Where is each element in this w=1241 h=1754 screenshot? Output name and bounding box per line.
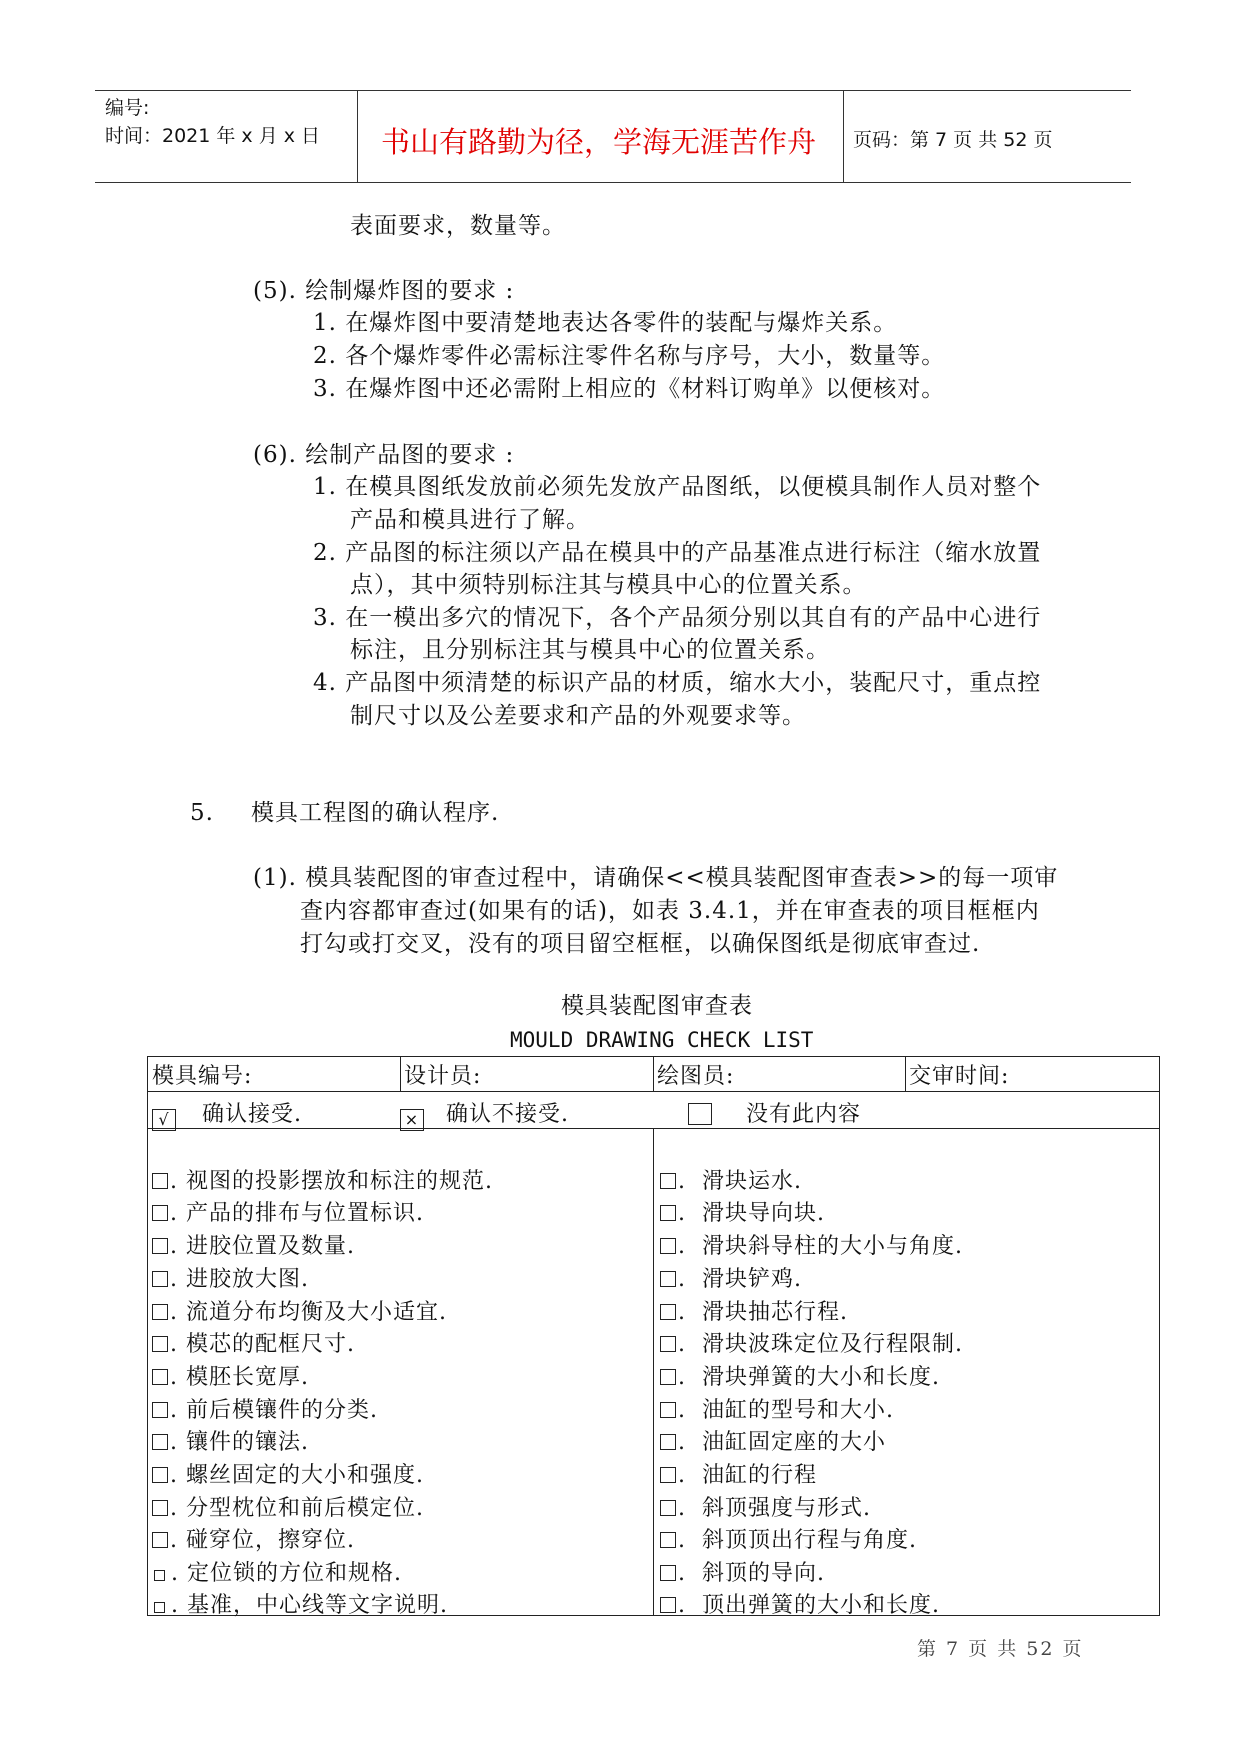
empty-box-icon [688,1103,712,1125]
header-motto: 书山有路勤为径，学海无涯苦作舟 [381,125,817,159]
section-6-line-4: 点），其中须特别标注其与模具中心的位置关系。 [350,572,867,598]
page-footer: 第 7 页 共 52 页 [917,1638,1084,1660]
table-title: 模具装配图审查表 [561,993,753,1019]
checkbox-icon[interactable] [660,1173,676,1189]
check-item-right-1[interactable]: . 滑块运水. [660,1167,802,1197]
check-item-right-7[interactable]: . 滑块弹簧的大小和长度. [660,1363,940,1393]
checkbox-icon[interactable] [660,1565,676,1581]
checkbox-icon[interactable] [660,1205,676,1221]
header-top-rule [95,90,1131,91]
para-1-line-2: 查内容都审查过(如果有的话)，如表 3.4.1，并在审查表的项目框框内 [300,898,1040,924]
checkbox-icon[interactable] [660,1271,676,1287]
legend-none-label: 没有此内容 [746,1102,862,1127]
table-header-designer: 设计员: [404,1064,482,1089]
check-item-right-3[interactable]: . 滑块斜导柱的大小与角度. [660,1232,963,1262]
section-6-line-3: 2. 产品图的标注须以产品在模具中的产品基准点进行标注（缩水放置 [313,540,1042,566]
check-item-right-5[interactable]: . 滑块抽芯行程. [660,1298,848,1328]
para-1-line-3: 打勾或打交叉，没有的项目留空框框，以确保图纸是彻底审查过. [300,931,981,957]
checkbox-icon[interactable] [152,1467,168,1483]
header-time-label: 时间：2021 年 x 月 x 日 [105,125,321,147]
check-item-right-4[interactable]: . 滑块铲鸡. [660,1265,802,1295]
header-divider-right [843,90,844,182]
table-rule-1 [148,1091,1159,1092]
check-item-left-2[interactable]: . 产品的排布与位置标识. [152,1199,424,1229]
table-col-rule-3 [905,1057,906,1091]
checkbox-icon[interactable] [660,1336,676,1352]
checkbox-icon[interactable] [660,1369,676,1385]
check-item-right-14[interactable]: . 顶出弹簧的大小和长度. [660,1591,940,1621]
section-5-title: (5). 绘制爆炸图的要求 : [253,278,515,304]
table-body-divider [653,1128,654,1616]
check-item-left-10[interactable]: . 螺丝固定的大小和强度. [152,1461,424,1491]
checkbox-icon[interactable] [152,1173,168,1189]
check-item-right-13[interactable]: . 斜顶的导向. [660,1559,825,1589]
checkbox-icon[interactable] [152,1271,168,1287]
header-bottom-rule [95,182,1131,183]
section-6-line-6: 标注，且分别标注其与模具中心的位置关系。 [350,637,830,663]
checkbox-icon[interactable] [152,1238,168,1254]
section-6-line-2: 产品和模具进行了解。 [350,507,590,533]
checkbox-icon[interactable] [152,1369,168,1385]
check-item-right-2[interactable]: . 滑块导向块. [660,1199,825,1229]
check-list-table [147,1056,1160,1616]
section-5-item-1: 1. 在爆炸图中要清楚地表达各零件的装配与爆炸关系。 [313,310,898,336]
checkbox-icon[interactable] [152,1336,168,1352]
checkbox-icon[interactable] [660,1597,676,1613]
continuation-line: 表面要求，数量等。 [350,213,566,239]
check-item-left-6[interactable]: . 模芯的配框尺寸. [152,1330,355,1360]
heading-5-text: 模具工程图的确认程序. [251,800,500,826]
check-item-right-11[interactable]: . 斜顶强度与形式. [660,1494,871,1524]
checkbox-icon[interactable] [660,1467,676,1483]
checkbox-icon[interactable] [152,1205,168,1221]
table-col-rule-1 [400,1057,401,1091]
checkbox-icon[interactable] [152,1532,168,1548]
check-item-right-10[interactable]: . 油缸的行程 [660,1461,817,1491]
legend-reject-label: 确认不接受. [446,1102,569,1127]
legend-accept-label: 确认接受. [202,1102,302,1127]
check-item-left-5[interactable]: . 流道分布均衡及大小适宜. [152,1298,447,1328]
legend-none [688,1097,861,1128]
checkbox-icon[interactable] [152,1402,168,1418]
legend-accept [152,1097,302,1131]
table-header-drafter: 绘图员: [657,1064,735,1089]
section-6-title: (6). 绘制产品图的要求 : [253,442,515,468]
check-item-left-1[interactable]: . 视图的投影摆放和标注的规范. [152,1167,493,1197]
cross-icon: × [400,1109,424,1131]
check-item-left-3[interactable]: . 进胶位置及数量. [152,1232,355,1262]
checkbox-icon[interactable] [660,1402,676,1418]
check-item-right-9[interactable]: . 油缸固定座的大小 [660,1428,886,1458]
legend-reject [400,1097,569,1131]
checkbox-icon[interactable] [152,1434,168,1450]
check-item-right-6[interactable]: . 滑块波珠定位及行程限制. [660,1330,963,1360]
table-subtitle: MOULD DRAWING CHECK LIST [510,1028,814,1052]
check-item-right-8[interactable]: . 油缸的型号和大小. [660,1396,894,1426]
section-5-item-3: 3. 在爆炸图中还必需附上相应的《材料订购单》以便核对。 [313,376,946,402]
section-6-line-7: 4. 产品图中须清楚的标识产品的材质，缩水大小，装配尺寸，重点控 [313,670,1042,696]
check-item-left-9[interactable]: . 镶件的镶法. [152,1428,309,1458]
header-code-label: 编号: [105,97,150,119]
checkbox-icon[interactable] [660,1238,676,1254]
check-item-left-4[interactable]: . 进胶放大图. [152,1265,309,1295]
check-item-left-12[interactable]: . 碰穿位，擦穿位. [152,1526,355,1556]
checkbox-icon[interactable] [660,1532,676,1548]
table-header-mould-no: 模具编号: [152,1064,253,1089]
checkbox-icon[interactable] [660,1304,676,1320]
checkbox-icon[interactable] [152,1500,168,1516]
checkbox-icon[interactable] [152,1304,168,1320]
section-6-line-5: 3. 在一模出多穴的情况下，各个产品须分别以其自有的产品中心进行 [313,605,1042,631]
check-item-left-11[interactable]: . 分型枕位和前后模定位. [152,1494,424,1524]
table-col-rule-2 [653,1057,654,1091]
header-divider-left [357,90,358,182]
checkbox-icon[interactable] [154,1570,165,1581]
check-item-left-7[interactable]: . 模胚长宽厚. [152,1363,309,1393]
checkbox-icon[interactable] [154,1602,165,1613]
check-item-right-12[interactable]: . 斜顶顶出行程与角度. [660,1526,917,1556]
check-item-left-13[interactable]: . 定位锁的方位和规格. [152,1559,402,1589]
section-5-item-2: 2. 各个爆炸零件必需标注零件名称与序号，大小，数量等。 [313,343,946,369]
checkbox-icon[interactable] [660,1500,676,1516]
checkbox-icon[interactable] [660,1434,676,1450]
checkmark-icon: √ [152,1109,176,1131]
para-1-line-1: (1). 模具装配图的审查过程中，请确保<<模具装配图审查表>>的每一项审 [253,865,1059,891]
header-page-label: 页码：第 7 页 共 52 页 [853,129,1053,151]
check-item-left-8[interactable]: . 前后模镶件的分类. [152,1396,378,1426]
heading-5-number: 5. [190,800,214,826]
section-6-line-1: 1. 在模具图纸发放前必须先发放产品图纸，以便模具制作人员对整个 [313,474,1042,500]
section-6-line-8: 制尺寸以及公差要求和产品的外观要求等。 [350,703,806,729]
table-header-submit-time: 交审时间: [909,1064,1010,1089]
check-item-left-14[interactable]: . 基准，中心线等文字说明. [152,1591,448,1621]
